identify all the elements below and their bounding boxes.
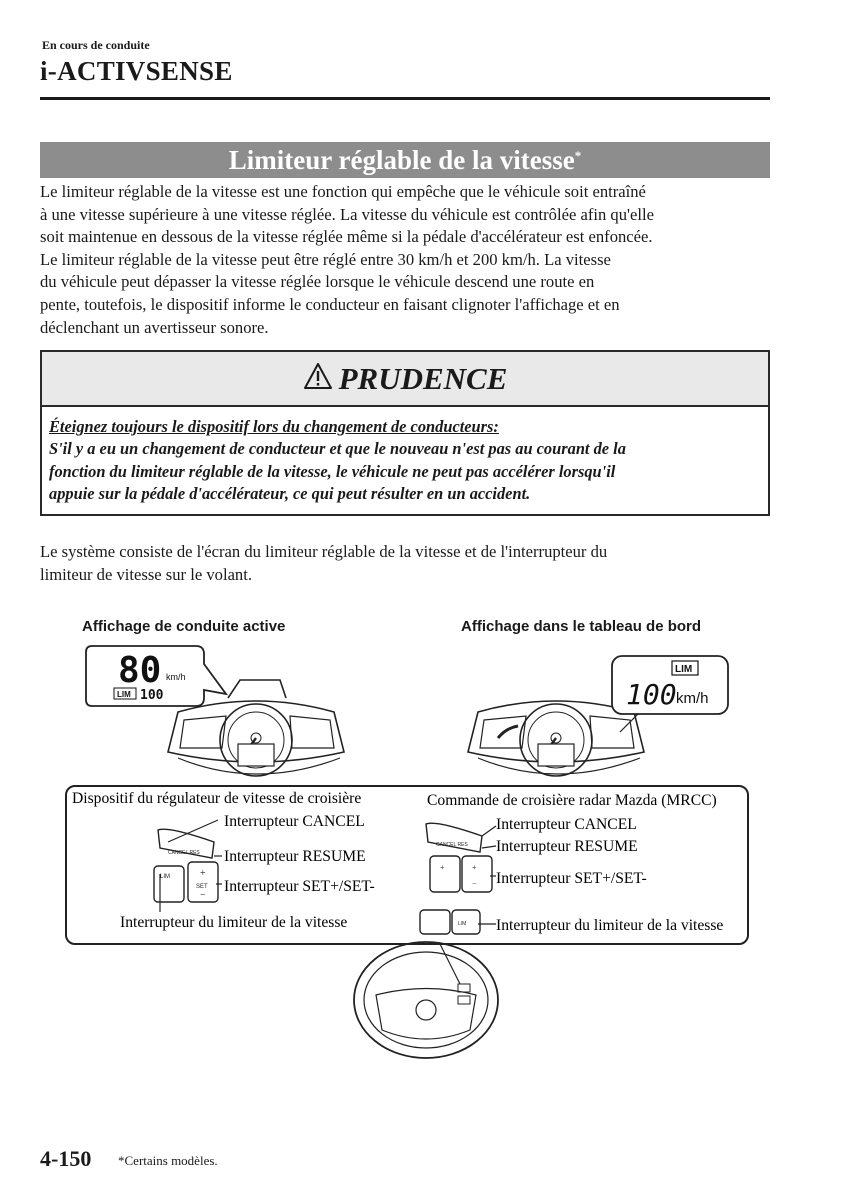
svg-text:+: + [200,868,206,879]
left-switch-illustration [154,829,218,902]
right-cancel-label: Interrupteur CANCEL [496,816,637,833]
intro-line: déclenchant un avertisseur sonore. [40,317,269,337]
caution-heading: Éteignez toujours le dispositif lors du changement de conducteurs: [49,417,499,436]
active-speed-unit: km/h [166,672,186,682]
footnote-marker: * [574,148,582,163]
intro-line: à une vitesse supérieure à une vitesse réglée. La vitesse du véhicule est contrôlée afin qu'elle [40,204,654,224]
steering-wheel-illustration [354,942,498,1058]
right-panel-title: Commande de croisière radar Mazda (MRCC) [427,792,717,809]
svg-text:SET: SET [196,884,208,890]
chapter-title: i-ACTIVSENSE [40,56,233,86]
right-set-label: Interrupteur SET+/SET- [496,870,647,887]
caution-header [42,352,768,407]
svg-text:−: − [200,890,206,901]
intro-line: Le limiteur réglable de la vitesse peut être réglé entre 30 km/h et 200 km/h. La vitesse [40,249,611,269]
caution-body [49,416,762,506]
page-number: 4-150 [40,1146,92,1171]
system-line: Le système consiste de l'écran du limiteur réglable de la vitesse et de l'interrupteur du [40,542,608,561]
active-speed-value: 80 [118,650,162,691]
footnote: *Certains modèles. [118,1153,218,1168]
svg-text:+: + [440,863,445,872]
intro-line: Le limiteur réglable de la vitesse est une fonction qui empêche que le véhicule soit entraîné [40,182,646,201]
cluster-speed-value: 100 [626,678,677,711]
left-limiter-label: Interrupteur du limiteur de la vitesse [120,914,348,931]
svg-text:+: + [472,863,477,872]
warning-triangle-icon [303,362,333,395]
svg-text:LIM: LIM [458,921,467,927]
cluster-display [612,656,728,714]
left-resume-label: Interrupteur RESUME [224,848,366,865]
system-line: limiteur de vitesse sur le volant. [40,564,252,584]
caution-title: PRUDENCE [338,361,508,396]
cluster-display-label: Affichage dans le tableau de bord [461,618,702,635]
caution-line: appuie sur la pédale d'accélérateur, ce qui peut résulter en un accident. [49,484,531,504]
cluster-speed-unit: km/h [676,690,709,707]
cluster-lim-badge: LIM [675,664,693,675]
left-panel-title: Dispositif du régulateur de vitesse de croisière [72,790,362,807]
chapter-rule [40,97,770,100]
right-resume-label: Interrupteur RESUME [496,838,638,855]
svg-text:CANCEL RES: CANCEL RES [436,842,468,848]
right-switch-illustration [420,823,492,934]
svg-text:LIM: LIM [160,874,171,880]
intro-line: soit maintenue en dessous de la vitesse réglée même si la pédale d'accélérateur est enfoncée. [40,227,653,247]
section-label: En cours de conduite [42,38,150,52]
intro-line: pente, toutefois, le dispositif informe le conducteur en faisant clignoter l'affichage et en [40,294,620,314]
left-set-label: Interrupteur SET+/SET- [224,878,375,895]
active-driving-display [86,646,226,706]
caution-box [40,350,770,516]
page-title: Limiteur réglable de la vitesse [228,145,575,175]
intro-line: du véhicule peut dépasser la vitesse réglée lorsque le véhicule descend une route en [40,272,595,292]
intro-paragraph [40,181,775,339]
svg-text:−: − [472,879,477,888]
left-cancel-label: Interrupteur CANCEL [224,813,365,830]
svg-text:CANCEL RES: CANCEL RES [168,850,200,856]
page-title-bar [40,142,770,178]
system-paragraph [40,541,775,586]
right-limiter-label: Interrupteur du limiteur de la vitesse [496,917,724,934]
caution-line: fonction du limiteur réglable de la vitesse, le véhicule ne peut pas accélérer lorsqu'il [49,461,616,481]
active-display-label: Affichage de conduite active [82,618,286,635]
active-lim-badge: LIM [117,690,131,699]
caution-line: S'il y a eu un changement de conducteur et que le nouveau n'est pas au courant de la [49,439,626,459]
speed-limiter-figure [0,640,845,1060]
active-lim-value: 100 [140,688,164,703]
